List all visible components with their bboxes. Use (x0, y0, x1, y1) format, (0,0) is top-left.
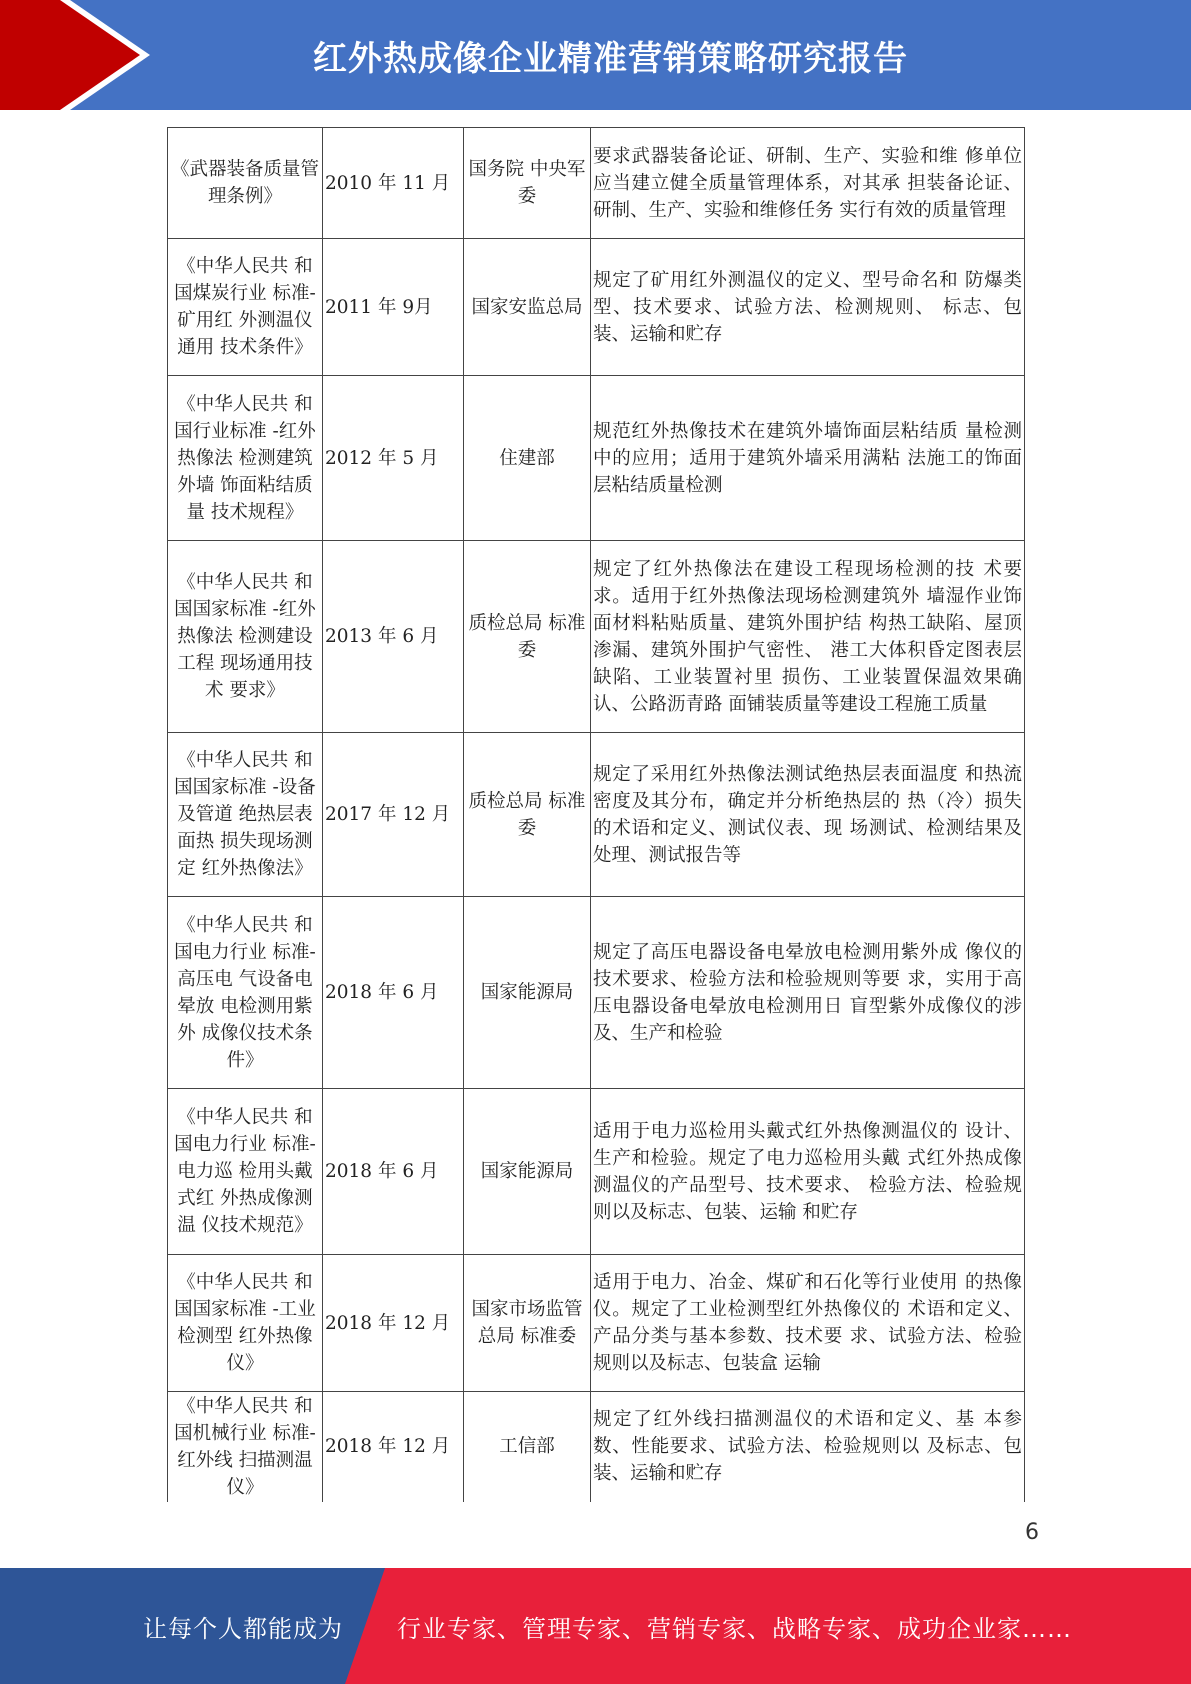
page-header (0, 0, 1191, 110)
standard-date: 2012 年 5 月 (323, 376, 464, 541)
issuing-org: 质检总局 标准委 (464, 733, 591, 897)
standard-name: 《中华人民共 和国行业标准 -红外热像法 检测建筑外墙 饰面粘结质量 技术规程》 (168, 376, 323, 541)
table-row (168, 128, 1025, 239)
footer-slogan-roles: 行业专家、管理专家、营销专家、战略专家、成功企业家…… (397, 1614, 1072, 1643)
standard-description: 规定了高压电器设备电晕放电检测用紫外成 像仪的技术要求、检验方法和检验规则等要 求，实用于高压电器设备电晕放电检测用日 盲型紫外成像仪的涉及、生产和检验 (591, 897, 1025, 1089)
issuing-org: 国家市场监管总局 标准委 (464, 1255, 591, 1392)
standard-name: 《中华人民共 和国电力行业 标准-高压电 气设备电晕放 电检测用紫外 成像仪技术条 件》 (168, 897, 323, 1089)
standard-description: 适用于电力、冶金、煤矿和石化等行业使用 的热像仪。规定了工业检测型红外热像仪的 术语和定义、产品分类与基本参数、技术要 求、试验方法、检验规则以及标志、包装盒 运输 (591, 1255, 1025, 1392)
page-footer (0, 1568, 1191, 1684)
standards-table (167, 127, 1025, 1502)
issuing-org: 住建部 (464, 376, 591, 541)
standard-description: 适用于电力巡检用头戴式红外热像测温仪的 设计、生产和检验。规定了电力巡检用头戴 式红外热成像测温仪的产品型号、技术要求、 检验方法、检验规则以及标志、包装、运输 和贮存 (591, 1089, 1025, 1255)
standard-description: 规范红外热像技术在建筑外墙饰面层粘结质 量检测中的应用；适用于建筑外墙采用满粘 法施工的饰面层粘结质量检测 (591, 376, 1025, 541)
table-row (168, 541, 1025, 733)
standard-date: 2017 年 12 月 (323, 733, 464, 897)
standard-date: 2013 年 6 月 (323, 541, 464, 733)
standard-name: 《中华人民共 和国电力行业 标准-电力巡 检用头戴式红 外热成像测温 仪技术规范》 (168, 1089, 323, 1255)
table-row (168, 376, 1025, 541)
table-row (168, 1255, 1025, 1392)
standard-description: 规定了红外热像法在建设工程现场检测的技 术要求。适用于红外热像法现场检测建筑外 墙湿作业饰面材料粘贴质量、建筑外围护结 构热工缺陷、屋顶渗漏、建筑外围护气密性、 港工大体积昏定图表层缺陷、工业装置衬里 损伤、工业装置保温效果确认、公路沥青路 面铺装质量等建设工程施工质量 (591, 541, 1025, 733)
standard-name: 《中华人民共 和国机械行业 标准-红外线 扫描测温仪》 (168, 1392, 323, 1502)
standard-date: 2018 年 12 月 (323, 1255, 464, 1392)
issuing-org: 国家能源局 (464, 1089, 591, 1255)
standard-name: 《中华人民共 和国国家标准 -工业检测型 红外热像仪》 (168, 1255, 323, 1392)
standard-date: 2018 年 6 月 (323, 897, 464, 1089)
page-title: 红外热成像企业精准营销策略研究报告 (313, 38, 908, 79)
standard-date: 2010 年 11 月 (323, 128, 464, 239)
issuing-org: 国家能源局 (464, 897, 591, 1089)
standard-date: 2018 年 12 月 (323, 1392, 464, 1502)
table-row (168, 1089, 1025, 1255)
table-row (168, 733, 1025, 897)
standard-name: 《中华人民共 和国国家标准 -红外热像法 检测建设工程 现场通用技术 要求》 (168, 541, 323, 733)
standard-date: 2011 年 9月 (323, 239, 464, 376)
page-number: 6 (1025, 1520, 1039, 1545)
standard-description: 规定了红外线扫描测温仪的术语和定义、基 本参数、性能要求、试验方法、检验规则以 及标志、包装、运输和贮存 (591, 1392, 1025, 1502)
standard-description: 要求武器装备论证、研制、生产、实验和维 修单位应当建立健全质量管理体系，对其承 担装备论证、研制、生产、实验和维修任务 实行有效的质量管理 (591, 128, 1025, 239)
issuing-org: 工信部 (464, 1392, 591, 1502)
table-row (168, 239, 1025, 376)
standard-name: 《中华人民共 和国煤炭行业 标准-矿用红 外测温仪通用 技术条件》 (168, 239, 323, 376)
header-arrow-icon (0, 0, 160, 110)
issuing-org: 质检总局 标准委 (464, 541, 591, 733)
footer-slogan-lead: 让每个人都能成为 (143, 1614, 343, 1643)
table-row (168, 897, 1025, 1089)
issuing-org: 国务院 中央军委 (464, 128, 591, 239)
issuing-org: 国家安监总局 (464, 239, 591, 376)
standard-name: 《武器装备质量管理条例》 (168, 128, 323, 239)
standard-description: 规定了矿用红外测温仪的定义、型号命名和 防爆类型、技术要求、试验方法、检测规则、 标志、包装、运输和贮存 (591, 239, 1025, 376)
standard-date: 2018 年 6 月 (323, 1089, 464, 1255)
table-row (168, 1392, 1025, 1502)
standard-name: 《中华人民共 和国国家标准 -设备及管道 绝热层表面热 损失现场测定 红外热像法》 (168, 733, 323, 897)
standard-description: 规定了采用红外热像法测试绝热层表面温度 和热流密度及其分布，确定并分析绝热层的 热（冷）损失的术语和定义、测试仪表、现 场测试、检测结果及处理、测试报告等 (591, 733, 1025, 897)
